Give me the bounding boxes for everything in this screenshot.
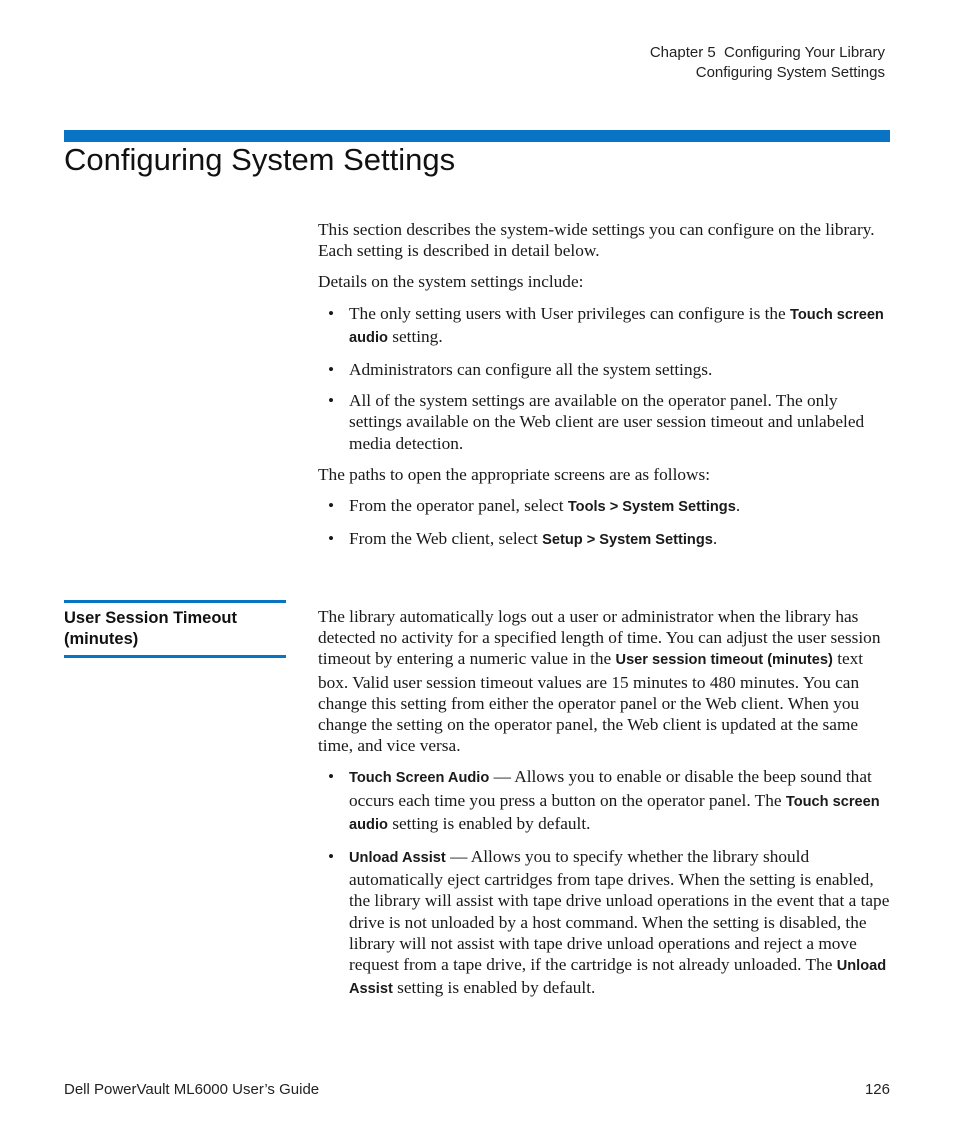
page-title: Configuring System Settings [64, 142, 456, 177]
header-chapter: Chapter 5 Configuring Your Library [649, 44, 885, 61]
list-item-text: The only setting users with User privileges can configure is the [349, 303, 791, 323]
list-item: • All of the system settings are available on the operator panel. The only settings available on the Web client are user session timeout and unlabeled media detection. [318, 390, 890, 454]
paragraph-text: text box. Valid user session timeout values are 15 minutes to 480 minutes. You can change this setting from either the operator panel or the Web client. When you change the setting on the operator panel, the Web client is updated at the same time, and vice versa. [318, 649, 864, 756]
list-item-text: . [735, 496, 741, 516]
section-heading: User Session Timeout (minutes) [64, 600, 286, 658]
ui-term-unload-assist: Unload Assist [349, 958, 887, 998]
intro-paragraph: This section describes the system-wide settings you can configure on the library. Each setting is described in detail below. [318, 220, 875, 261]
list-item-text: . [712, 529, 718, 549]
paths-lead: The paths to open the appropriate screens are as follows: [318, 464, 711, 484]
list-item [318, 303, 890, 349]
list-item-text: — Allows you to specify whether the library should automatically eject cartridges from tape drives. When the setting is enabled, the library will assist with tape drive unload operations in the event that a tape drive is not unloaded by a host command. When the setting is disabled, the library will not assist with tape drive unload operations and reject a move request from a tape drive, if the cartridge is not already unloaded. The [349, 847, 890, 975]
term-unload-assist: Unload Assist [349, 850, 446, 867]
details-list [318, 303, 890, 454]
list-item [318, 528, 890, 551]
list-item-text: setting is enabled by default. [387, 813, 591, 833]
list-item [318, 495, 890, 518]
ui-term-touch-screen-audio: Touch screen audio [349, 793, 880, 833]
intro-body [318, 219, 890, 551]
paragraph-text: The library automatically logs out a user or administrator when the library has detected no activity for a specified length of time. You can adjust the user session timeout by entering a numeric value in the [318, 607, 881, 669]
term-touch-screen-audio: Touch Screen Audio [349, 770, 490, 787]
ui-path-setup: Setup > System Settings [542, 532, 713, 549]
list-item-text: — Allows you to enable or disable the beep sound that occurs each time you press a button on the operator panel. The [349, 767, 872, 810]
section-body [318, 606, 890, 1000]
list-item-unload-assist [318, 846, 890, 1000]
ui-term-touch-screen-audio: Touch screen audio [349, 306, 884, 346]
footer-guide-title: Dell PowerVault ML6000 User’s Guide [64, 1081, 320, 1098]
list-item-text: setting is enabled by default. [392, 978, 596, 998]
paths-list [318, 495, 890, 551]
ui-path-tools: Tools > System Settings [567, 499, 736, 516]
list-item-text: setting. [387, 326, 443, 346]
running-header [650, 43, 885, 83]
details-lead: Details on the system settings include: [318, 272, 584, 292]
list-item-text: From the operator panel, select [349, 496, 568, 516]
ui-term-user-session-timeout: User session timeout (minutes) [615, 652, 833, 669]
section-paragraph [318, 606, 890, 756]
settings-list [318, 766, 890, 1000]
list-item-touch-screen-audio [318, 766, 890, 836]
page-number: 126 [864, 1081, 890, 1098]
header-section: Configuring System Settings [695, 64, 885, 81]
list-item-text: From the Web client, select [349, 529, 543, 549]
list-item: • Administrators can configure all the system settings. [318, 359, 890, 380]
